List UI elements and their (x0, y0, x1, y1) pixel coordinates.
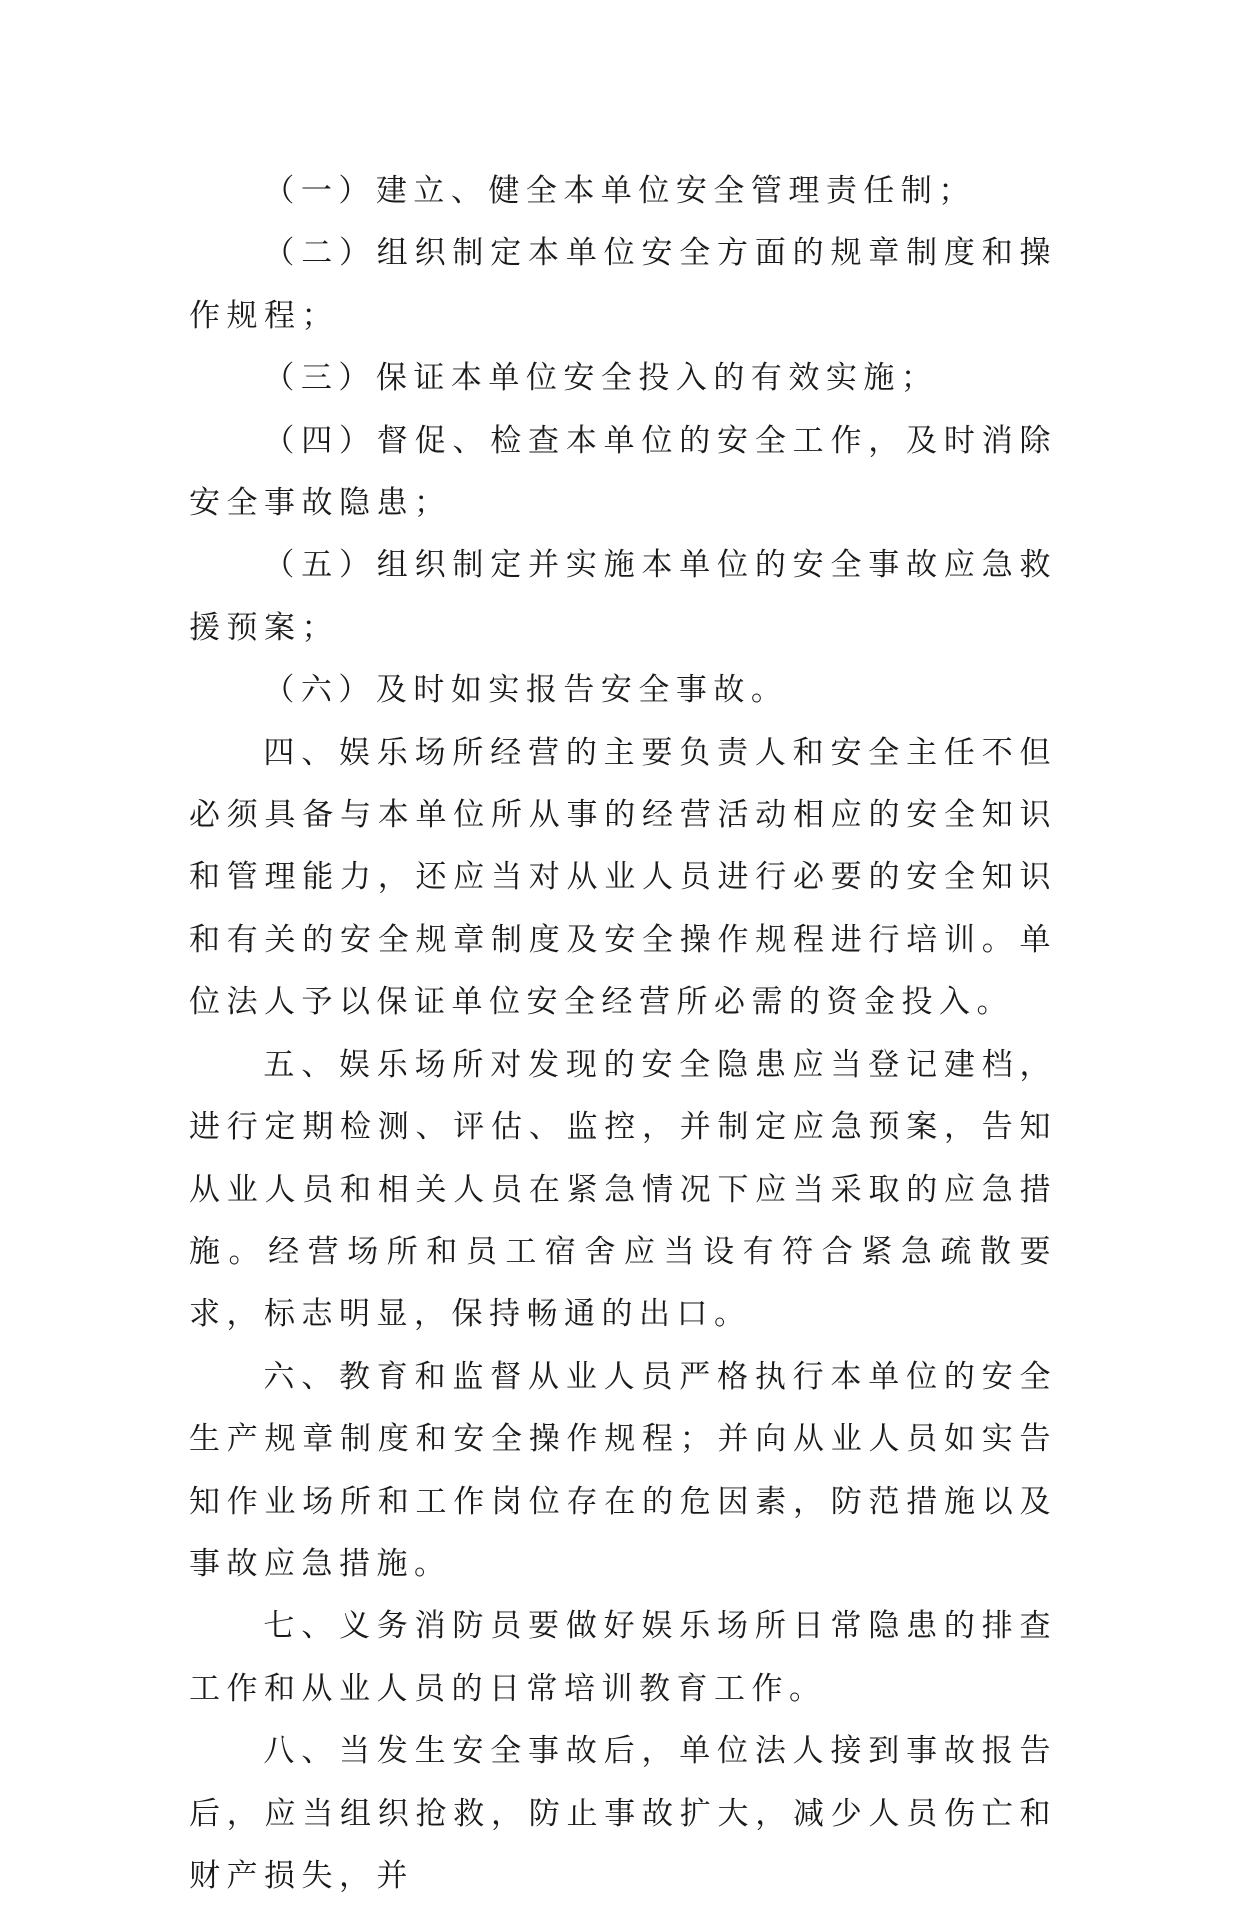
paragraph-item-4: （四）督促、检查本单位的安全工作，及时消除安全事故隐患； (189, 422, 1057, 522)
paragraph-section-7: 七、义务消防员要做好娱乐场所日常隐患的排查工作和从业人员的日常培训教育工作。 (189, 1608, 1057, 1707)
paragraph-section-5: 五、娱乐场所对发现的安全隐患应当登记建档，进行定期检测、评估、监控，并制定应急预案，告知从业人员和相关人员在紧急情况下应当采取的应急措施。经营场所和员工宿舍应当设有符合紧急疏散要求，标志明显，保持畅通的出口。 (189, 1046, 1057, 1333)
paragraph-section-4: 四、娱乐场所经营的主要负责人和安全主任不但必须具备与本单位所从事的经营活动相应的安全知识和管理能力，还应当对从业人员进行必要的安全知识和有关的安全规章制度及安全操作规程进行培训。单位法人予以保证单位安全经营所必需的资金投入。 (189, 734, 1057, 1021)
paragraph-item-6: （六）及时如实报告安全事故。 (263, 672, 789, 709)
document-body (189, 160, 1057, 1907)
paragraph-section-6: 六、教育和监督从业人员严格执行本单位的安全生产规章制度和安全操作规程；并向从业人员如实告知作业场所和工作岗位存在的危因素，防范措施以及事故应急措施。 (189, 1358, 1057, 1582)
paragraph-item-2: （二）组织制定本单位安全方面的规章制度和操作规程； (189, 235, 1057, 334)
paragraph-section-8: 八、当发生安全事故后，单位法人接到事故报告后，应当组织抢救，防止事故扩大，减少人员伤亡和财产损失，并 (189, 1733, 1057, 1894)
paragraph-item-3: （三）保证本单位安全投入的有效实施； (263, 360, 939, 397)
paragraph-item-1: （一）建立、健全本单位安全管理责任制； (263, 173, 976, 209)
paragraph-item-5: （五）组织制定并实施本单位的安全事故应急救援预案； (189, 547, 1057, 646)
